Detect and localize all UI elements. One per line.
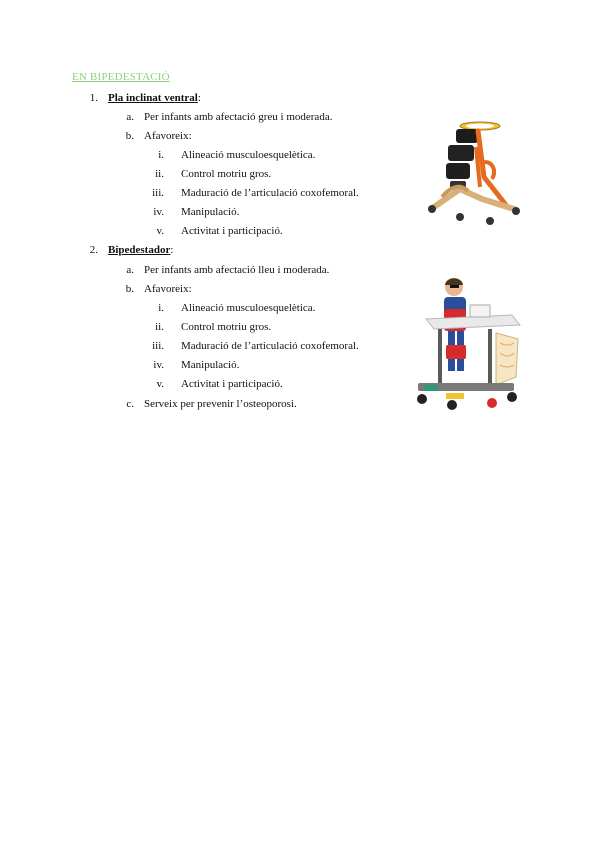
list-item: Serveix per prevenir l’osteoporosi. [144, 398, 297, 410]
list-marker: iii. [152, 340, 164, 352]
list-item-title [108, 243, 173, 257]
stander-image [412, 273, 524, 413]
list-marker: i. [158, 149, 164, 161]
item-title-text: Bipedestador [108, 244, 171, 256]
list-marker: 2. [89, 244, 98, 256]
list-marker: iv. [153, 206, 164, 218]
list-item: Manipulació. [181, 359, 240, 371]
list-marker: iii. [152, 187, 164, 199]
list-marker: a. [126, 264, 134, 276]
list-item: Activitat i participació. [181, 378, 283, 390]
list-item: Control motriu gros. [181, 168, 272, 180]
list-marker: a. [126, 111, 134, 123]
list-marker: b. [125, 283, 134, 295]
list-marker: ii. [155, 321, 164, 333]
list-item: Control motriu gros. [181, 321, 272, 333]
prone-stander-illustration [420, 117, 530, 227]
list-marker: i. [158, 302, 164, 314]
list-item: Maduració de l’articulació coxofemoral. [181, 340, 359, 352]
stander-illustration [412, 273, 524, 413]
item-title-suffix: : [197, 92, 201, 104]
list-item: Alineació musculoesquelètica. [181, 149, 316, 161]
list-marker: iv. [153, 359, 164, 371]
list-marker: c. [126, 398, 134, 410]
list-item: Afavoreix: [144, 130, 192, 142]
item-title-suffix: : [170, 244, 174, 256]
list-marker: v. [156, 225, 164, 237]
list-item: Maduració de l’articulació coxofemoral. [181, 187, 359, 199]
list-item-title [108, 91, 201, 105]
list-item: Alineació musculoesquelètica. [181, 302, 316, 314]
list-marker: v. [156, 378, 164, 390]
prone-stander-image [420, 117, 530, 227]
list-marker: 1. [89, 92, 98, 104]
list-marker: ii. [155, 168, 164, 180]
item-title-text: Pla inclinat ventral [108, 92, 198, 104]
list-marker: b. [125, 130, 134, 142]
list-item: Manipulació. [181, 206, 240, 218]
section-heading: EN BIPEDESTACIÓ [72, 71, 170, 83]
list-item: Per infants amb afectació lleu i moderada. [144, 264, 330, 276]
list-item: Afavoreix: [144, 283, 192, 295]
list-item: Activitat i participació. [181, 225, 283, 237]
list-item: Per infants amb afectació greu i moderada. [144, 111, 333, 123]
